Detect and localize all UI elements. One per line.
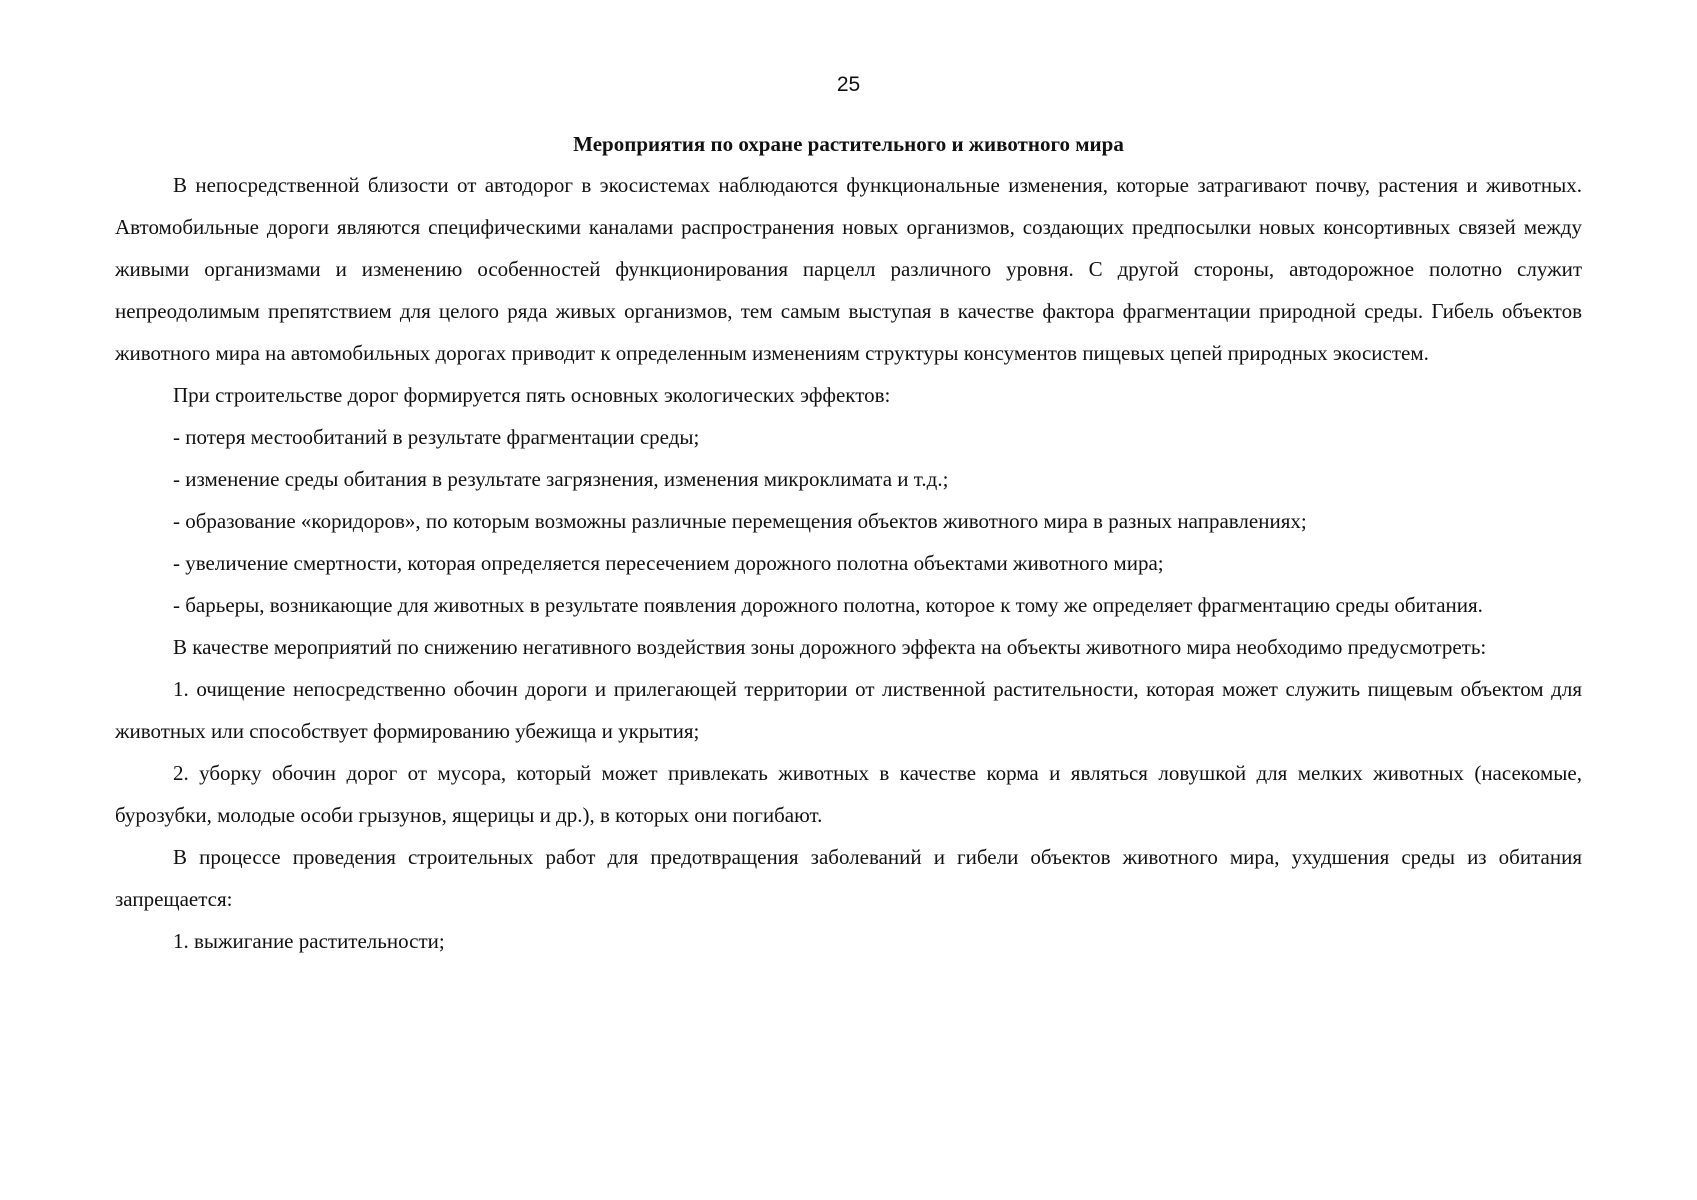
section-title: Мероприятия по охране растительного и животного мира bbox=[573, 132, 1124, 156]
paragraph-effects-intro: При строительстве дорог формируется пять основных экологических эффектов: bbox=[173, 383, 891, 407]
effect-item: - образование «коридоров», по которым возможны различные перемещения объектов животного мира в разных направлениях; bbox=[173, 509, 1307, 533]
effect-item: - потеря местообитаний в результате фрагментации среды; bbox=[173, 425, 700, 449]
paragraph-measures-intro: В качестве мероприятий по снижению негативного воздействия зоны дорожного эффекта на объекты животного мира необходимо предусмотреть: bbox=[173, 635, 1487, 659]
page-number: 25 bbox=[836, 73, 861, 96]
measure-item: 1. очищение непосредственно обочин дороги и прилегающей территории от лиственной растительности, которая может служить пищевым объектом для животных или способствует формированию убежища и укрытия; bbox=[115, 677, 1582, 743]
effect-item: - увеличение смертности, которая определяется пересечением дорожного полотна объектами животного мира; bbox=[173, 551, 1164, 575]
page-content bbox=[115, 124, 1582, 962]
effect-item: - изменение среды обитания в результате загрязнения, изменения микроклимата и т.д.; bbox=[173, 467, 949, 491]
paragraph-prohibited-intro: В процессе проведения строительных работ для предотвращения заболеваний и гибели объектов животного мира, ухудшения среды из обитания запрещается: bbox=[115, 845, 1582, 911]
measure-item: 2. уборку обочин дорог от мусора, который может привлекать животных в качестве корма и являться ловушкой для мелких животных (насекомые, бурозубки, молодые особи грызунов, ящерицы и др.), в которых они погибают. bbox=[115, 761, 1582, 827]
paragraph-intro: В непосредственной близости от автодорог в экосистемах наблюдаются функциональные изменения, которые затрагивают почву, растения и животных. Автомобильные дороги являются специфическими каналами распространения новых организмов, создающих предпосылки новых консортивных связей между живыми организмами и изменению особенностей функционирования парцелл различного уровня. С другой стороны, автодорожное полотно служит непреодолимым препятствием для целого ряда живых организмов, тем самым выступая в качестве фактора фрагментации природной среды. Гибель объектов животного мира на автомобильных дорогах приводит к определенным изменениям структуры консументов пищевых цепей природных экосистем. bbox=[115, 173, 1582, 365]
effect-item: - барьеры, возникающие для животных в результате появления дорожного полотна, которое к тому же определяет фрагментацию среды обитания. bbox=[173, 593, 1483, 617]
prohibited-item: 1. выжигание растительности; bbox=[173, 929, 445, 953]
